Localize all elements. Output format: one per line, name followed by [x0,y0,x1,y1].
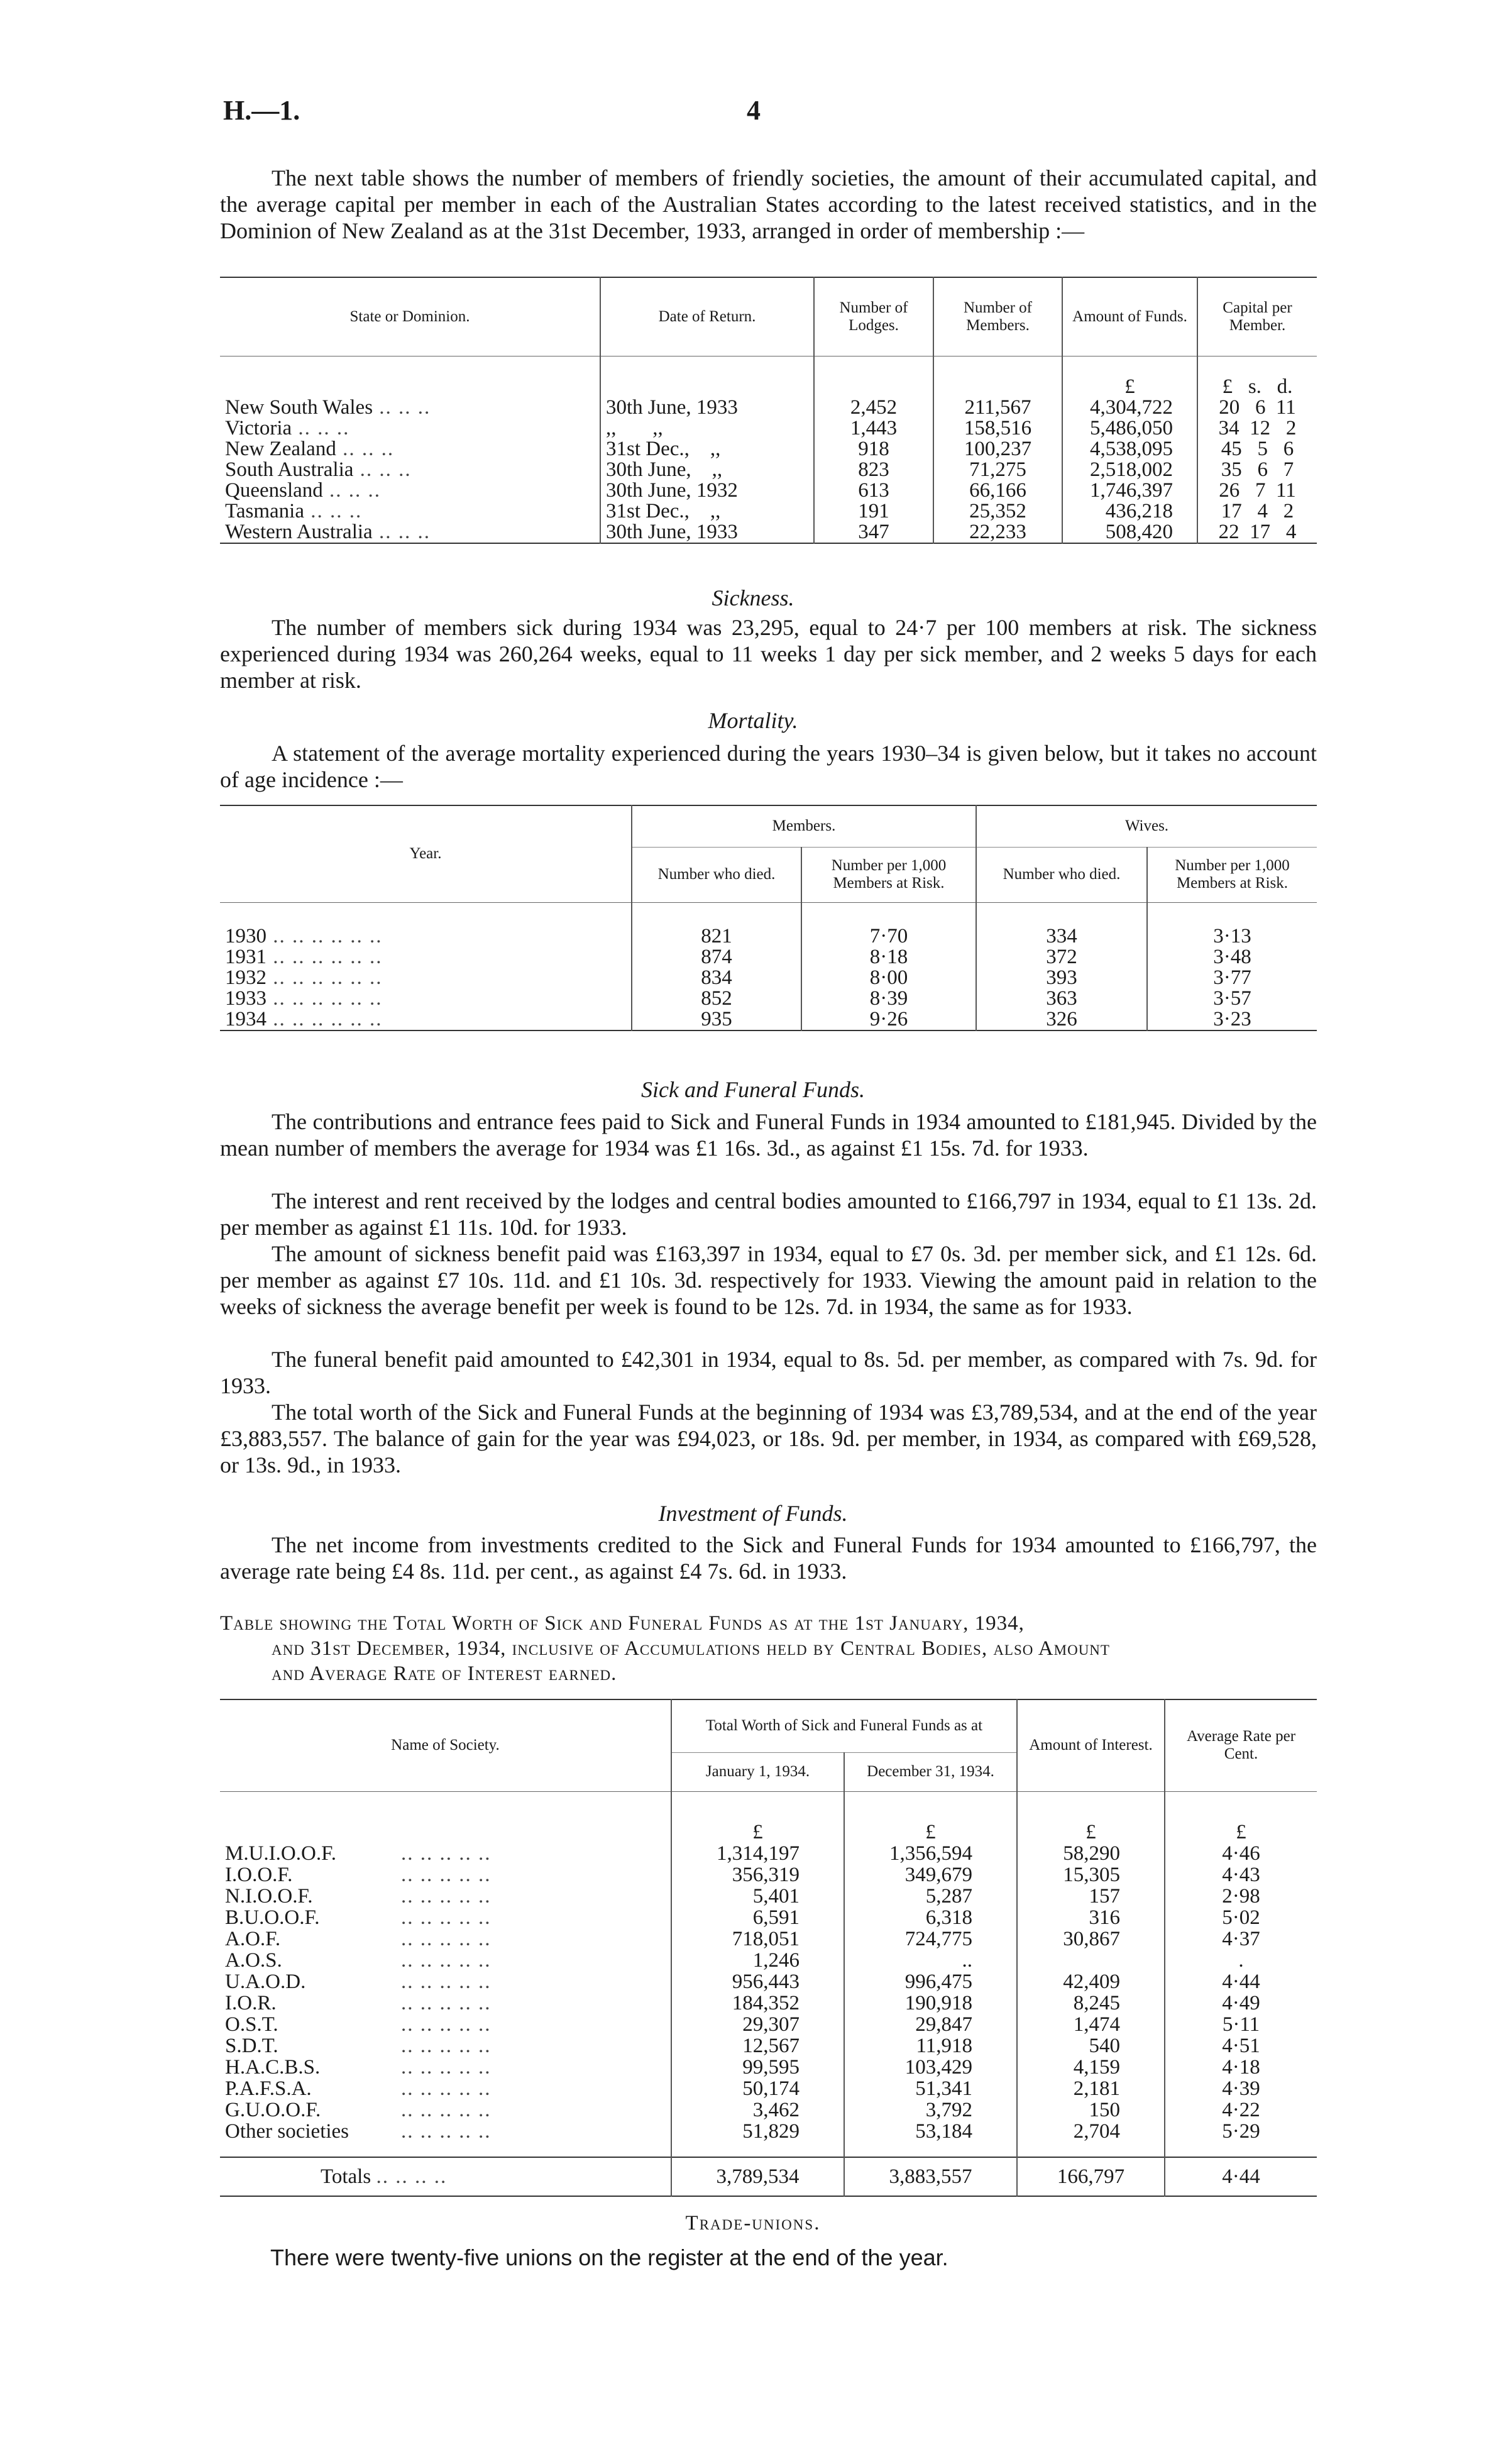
wives-died-cell: 393 [976,968,1147,988]
capital-cell: 34 12 2 [1197,418,1317,439]
wives-died-cell: 372 [976,947,1147,968]
mortality-table-body [220,926,1317,1030]
leader-dots: .. .. .. .. .. [401,1927,492,1950]
state-cell [220,501,600,522]
interest-cell: 316 [1017,1907,1165,1928]
jan-cell: 50,174 [671,2078,844,2099]
wives-died-cell: 363 [976,988,1147,1009]
jan-unit: £ [671,1791,844,1843]
society-name: M.U.I.O.O.F. [225,1842,337,1865]
year-cell [220,1009,632,1030]
funds-cell: 4,538,095 [1062,439,1197,460]
rate-cell: 5·29 [1165,2121,1317,2142]
jan-cell: 956,443 [671,1971,844,1992]
leader-dots: .. .. .. [353,458,412,481]
date-cell: 31st Dec., ,, [600,439,814,460]
members-died-cell: 874 [632,947,801,968]
capital-cell: 22 17 4 [1197,522,1317,543]
leader-dots: .. .. .. .. .. [401,1884,492,1908]
leader-dots: .. .. .. [372,521,431,543]
state-name: South Australia [225,458,354,481]
table-row [220,522,1317,543]
interest-cell: 42,409 [1017,1971,1165,1992]
leader-dots: .. .. .. [304,500,363,522]
funds-unit: £ [1062,356,1197,397]
funds-paragraph-2: The interest and rent received by the lodges and central bodies amounted to £166,797 in 1934, equal to £1 13s. 2d. per member as against £1 11s. 10d. for 1933. [220,1188,1317,1240]
lodges-cell: 613 [814,480,933,501]
caption-line-2: and 31st December, 1934, inclusive of Accumulations held by Central Bodies, also Amount [272,1637,1110,1660]
society-cell [220,1843,671,1864]
lodges-cell: 823 [814,460,933,480]
wives-rate-cell: 3·57 [1147,988,1317,1009]
members-rate-cell: 7·70 [801,926,976,947]
leader-dots: .. .. .. .. .. [401,2077,492,2100]
col-header-date: Date of Return. [600,277,814,356]
jan-cell: 718,051 [671,1928,844,1950]
members-cell: 66,166 [933,480,1062,501]
wives-rate-cell: 3·48 [1147,947,1317,968]
jan-cell: 356,319 [671,1864,844,1886]
table-row [220,1864,1317,1886]
leader-dots: .. .. .. .. .. .. [267,1008,383,1030]
table-row [220,2099,1317,2121]
rate-cell: 4·43 [1165,1864,1317,1886]
funds-cell: 5,486,050 [1062,418,1197,439]
society-name: G.U.O.O.F. [225,2098,321,2121]
members-cell: 100,237 [933,439,1062,460]
interest-cell: 2,181 [1017,2078,1165,2099]
wives-rate-cell: 3·23 [1147,1009,1317,1030]
members-rate-cell: 8·39 [801,988,976,1009]
rate-cell: 4·22 [1165,2099,1317,2121]
leader-dots: .. .. .. .. .. .. [267,966,383,989]
interest-cell: 150 [1017,2099,1165,2121]
lodges-cell: 191 [814,501,933,522]
interest-cell: 30,867 [1017,1928,1165,1950]
funds-cell: 436,218 [1062,501,1197,522]
worth-table-body [220,1843,1317,2142]
interest-cell: 157 [1017,1886,1165,1907]
totals-interest: 166,797 [1017,2157,1165,2196]
funds-cell: 1,746,397 [1062,480,1197,501]
dec-unit: £ [844,1791,1017,1843]
rate-cell: 4·49 [1165,1992,1317,2014]
table-row [220,1928,1317,1950]
table-row [220,926,1317,947]
funds-cell: 4,304,722 [1062,397,1197,418]
states-table [220,277,1317,544]
dec-cell: 11,918 [844,2035,1017,2057]
date-cell: 30th June, 1933 [600,397,814,418]
col-header-lodges: Number of Lodges. [814,277,933,356]
interest-cell: 540 [1017,2035,1165,2057]
leader-dots: .. .. .. [336,438,395,460]
funds-paragraph-4: The funeral benefit paid amounted to £42,301 in 1934, equal to 8s. 5d. per member, as compared with 7s. 9d. for 1933. [220,1347,1317,1398]
mortality-table [220,805,1317,1031]
dec-cell: .. [844,1950,1017,1971]
society-name: I.O.R. [225,1991,277,2014]
year-cell [220,947,632,968]
capital-cell: 45 5 6 [1197,439,1317,460]
society-cell [220,2035,671,2057]
table-row [220,1009,1317,1030]
totals-label-cell: Totals .. .. .. .. [321,2165,448,2188]
society-name: O.S.T. [225,2013,278,2036]
capital-cell: 26 7 11 [1197,480,1317,501]
members-died-cell: 834 [632,968,801,988]
leader-dots: .. .. .. .. .. .. [267,987,383,1010]
state-name: Western Australia [225,521,373,543]
jan-cell: 29,307 [671,2014,844,2035]
dec-cell: 996,475 [844,1971,1017,1992]
jan-cell: 1,314,197 [671,1843,844,1864]
members-cell: 211,567 [933,397,1062,418]
states-table-body [220,397,1317,543]
col-header-interest: Amount of Interest. [1017,1699,1165,1791]
leader-dots: .. .. .. .. .. [401,2034,492,2057]
col-header-funds: Amount of Funds. [1062,277,1197,356]
year-value: 1930 [225,925,267,947]
leader-dots: .. .. .. .. .. [401,1842,492,1865]
rate-cell: 2·98 [1165,1886,1317,1907]
society-cell [220,1950,671,1971]
jan-cell: 1,246 [671,1950,844,1971]
members-cell: 25,352 [933,501,1062,522]
table-row [220,418,1317,439]
col-header-capital: Capital per Member. [1197,277,1317,356]
mortality-paragraph: A statement of the average mortality experienced during the years 1930–34 is given below, but it takes no account of age incidence :— [220,741,1317,792]
col-header-members: Number of Members. [933,277,1062,356]
totals-label: Totals [321,2165,371,2188]
rate-cell: 4·51 [1165,2035,1317,2057]
members-cell: 158,516 [933,418,1062,439]
dec-cell: 103,429 [844,2057,1017,2078]
leader-dots: .. .. .. .. .. [401,2119,492,2143]
dec-cell: 5,287 [844,1886,1017,1907]
lodges-cell: 918 [814,439,933,460]
rate-cell: 4·44 [1165,1971,1317,1992]
society-cell [220,2014,671,2035]
interest-cell: 58,290 [1017,1843,1165,1864]
year-value: 1934 [225,1008,267,1030]
trade-unions-title: Trade-unions. [685,2212,821,2235]
jan-cell: 99,595 [671,2057,844,2078]
state-name: Victoria [225,417,292,439]
funds-cell: 2,518,002 [1062,460,1197,480]
col-header-dec: December 31, 1934. [844,1752,1017,1791]
society-name: U.A.O.D. [225,1970,306,1993]
date-cell: 30th June, 1933 [600,522,814,543]
table-row [220,2121,1317,2142]
col-header-state: State or Dominion. [220,277,600,356]
society-cell [220,1992,671,2014]
sickness-paragraph: The number of members sick during 1934 was 23,295, equal to 24·7 per 100 members at risk. The sickness experienced during 1934 was 260,264 weeks, equal to 11 weeks 1 day per sick member, and 2 weeks 5 days for each member at risk. [220,615,1317,693]
state-cell [220,397,600,418]
wives-died-cell: 326 [976,1009,1147,1030]
year-value: 1933 [225,987,267,1010]
society-cell [220,2057,671,2078]
page-number: 4 [747,95,761,126]
funds-paragraph-1: The contributions and entrance fees paid to Sick and Funeral Funds in 1934 amounted to £181,945. Divided by the mean number of members the average for 1934 was £1 16s. 3d., as against £1 15s. 7d. for 1933. [220,1109,1317,1161]
leader-dots: .. .. .. .. .. [401,1906,492,1929]
capital-cell: 35 6 7 [1197,460,1317,480]
col-header-members-died: Number who died. [632,847,801,902]
funds-paragraph-3: The amount of sickness benefit paid was £163,397 in 1934, equal to £7 0s. 3d. per member sick, and £1 12s. 6d. per member as against £7 10s. 11d. and £1 10s. 3d. respectively for 1933. Viewing the amount paid in relation to the weeks of sickness the average benefit per week is found to be 12s. 7d. in 1934, the same as for 1933. [220,1241,1317,1319]
lodges-cell: 2,452 [814,397,933,418]
totals-rate: 4·44 [1165,2157,1317,2196]
table-row [220,988,1317,1009]
trade-unions-paragraph: There were twenty-five unions on the register at the end of the year. [270,2245,948,2270]
leader-dots: .. .. .. .. .. [401,1991,492,2014]
table-row [220,439,1317,460]
wives-rate-cell: 3·77 [1147,968,1317,988]
jan-cell: 184,352 [671,1992,844,2014]
table-row [220,2078,1317,2099]
society-cell [220,2099,671,2121]
year-cell [220,988,632,1009]
capital-cell: 17 4 2 [1197,501,1317,522]
rate-cell: . [1165,1950,1317,1971]
mortality-title: Mortality. [708,708,798,733]
caption-line-3: and Average Rate of Interest earned. [272,1662,617,1685]
interest-unit: £ [1017,1791,1165,1843]
table-row [220,1886,1317,1907]
dec-cell: 53,184 [844,2121,1017,2142]
worth-table [220,1699,1317,2197]
leader-dots: .. .. .. .. .. [401,2013,492,2036]
wives-rate-cell: 3·13 [1147,926,1317,947]
rate-cell: 4·39 [1165,2078,1317,2099]
document-reference: H.—1. [223,95,300,126]
col-header-wives-rate: Number per 1,000 Members at Risk. [1147,847,1317,902]
rate-cell: 4·18 [1165,2057,1317,2078]
leader-dots: .. .. .. .. .. [401,2098,492,2121]
state-cell [220,418,600,439]
date-cell: ,, ,, [600,418,814,439]
table-row [220,1843,1317,1864]
interest-cell [1017,1950,1165,1971]
table-row [220,1907,1317,1928]
table-row [220,480,1317,501]
dec-cell: 29,847 [844,2014,1017,2035]
members-rate-cell: 8·00 [801,968,976,988]
leader-dots: .. .. .. [292,417,350,439]
members-cell: 71,275 [933,460,1062,480]
totals-row [220,2157,1317,2196]
society-cell [220,2121,671,2142]
society-cell [220,1971,671,1992]
col-header-year: Year. [220,805,632,902]
jan-cell: 5,401 [671,1886,844,1907]
table-row [220,968,1317,988]
year-value: 1931 [225,946,267,968]
wives-died-cell: 334 [976,926,1147,947]
funds-paragraph-5: The total worth of the Sick and Funeral Funds at the beginning of 1934 was £3,789,534, and at the end of the year £3,883,557. The balance of gain for the year was £94,023, or 18s. 9d. per member, in 1934, as compared with £69,528, or 13s. 9d., in 1933. [220,1400,1317,1478]
jan-cell: 51,829 [671,2121,844,2142]
table-row [220,397,1317,418]
society-name: N.I.O.O.F. [225,1884,313,1908]
society-cell [220,1886,671,1907]
col-header-worth-group: Total Worth of Sick and Funeral Funds as at [671,1699,1017,1752]
society-name: A.O.S. [225,1948,282,1972]
date-cell: 30th June, 1932 [600,480,814,501]
table-row [220,2057,1317,2078]
members-died-cell: 852 [632,988,801,1009]
state-cell [220,522,600,543]
members-cell: 22,233 [933,522,1062,543]
funds-title: Sick and Funeral Funds. [641,1077,865,1102]
leader-dots: .. .. .. .. .. .. [267,925,383,947]
state-cell [220,480,600,501]
members-died-cell: 935 [632,1009,801,1030]
dec-cell: 1,356,594 [844,1843,1017,1864]
leader-dots: .. .. .. .. .. [401,1970,492,1993]
members-rate-cell: 9·26 [801,1009,976,1030]
year-cell [220,968,632,988]
worth-table-caption [220,1611,1317,1686]
capital-cell: 20 6 11 [1197,397,1317,418]
sickness-title: Sickness. [712,585,794,610]
leader-dots: .. .. .. .. .. [401,1948,492,1972]
col-header-members-rate: Number per 1,000 Members at Risk. [801,847,976,902]
col-header-rate: Average Rate per Cent. [1165,1699,1317,1791]
dec-cell: 51,341 [844,2078,1017,2099]
jan-cell: 12,567 [671,2035,844,2057]
dec-cell: 3,792 [844,2099,1017,2121]
interest-cell: 2,704 [1017,2121,1165,2142]
lodges-cell: 347 [814,522,933,543]
table-row [220,1950,1317,1971]
year-cell [220,926,632,947]
society-name: A.O.F. [225,1927,281,1950]
capital-unit: £ s. d. [1197,356,1317,397]
society-name: S.D.T. [225,2034,278,2057]
interest-cell: 15,305 [1017,1864,1165,1886]
rate-cell: 4·37 [1165,1928,1317,1950]
caption-line-1: Table showing the Total Worth of Sick and Funeral Funds as at the 1st January, 1934, [220,1612,1025,1635]
investment-paragraph: The net income from investments credited to the Sick and Funeral Funds for 1934 amounted to £166,797, the average rate being £4 8s. 11d. per cent., as against £4 7s. 6d. in 1933. [220,1532,1317,1584]
members-rate-cell: 8·18 [801,947,976,968]
society-cell [220,2078,671,2099]
interest-cell: 4,159 [1017,2057,1165,2078]
rate-cell: 5·11 [1165,2014,1317,2035]
jan-cell: 6,591 [671,1907,844,1928]
table-row [220,947,1317,968]
dec-cell: 724,775 [844,1928,1017,1950]
leader-dots: .. .. .. .. .. [401,2055,492,2079]
col-header-jan: January 1, 1934. [671,1752,844,1791]
society-name: Other societies [225,2119,349,2143]
interest-cell: 8,245 [1017,1992,1165,2014]
investment-title: Investment of Funds. [658,1501,848,1526]
jan-cell: 3,462 [671,2099,844,2121]
members-died-cell: 821 [632,926,801,947]
table-row [220,2014,1317,2035]
col-header-wives-died: Number who died. [976,847,1147,902]
leader-dots: .. .. .. [322,479,382,502]
lodges-cell: 1,443 [814,418,933,439]
state-cell [220,439,600,460]
society-name: H.A.C.B.S. [225,2055,321,2079]
dec-cell: 6,318 [844,1907,1017,1928]
table-row [220,2035,1317,2057]
col-header-society: Name of Society. [220,1699,671,1791]
totals-dec: 3,883,557 [844,2157,1017,2196]
col-header-wives-group: Wives. [976,805,1317,847]
date-cell: 30th June, ,, [600,460,814,480]
society-cell [220,1907,671,1928]
table-row [220,1992,1317,2014]
dec-cell: 349,679 [844,1864,1017,1886]
intro-paragraph: The next table shows the number of members of friendly societies, the amount of their accumulated capital, and the average capital per member in each of the Australian States according to the latest received statistics, and in the Dominion of New Zealand as at the 31st December, 1933, arranged in order of membership :— [220,165,1317,243]
dec-cell: 190,918 [844,1992,1017,2014]
totals-jan: 3,789,534 [671,2157,844,2196]
table-row [220,1971,1317,1992]
state-name: New Zealand [225,438,336,460]
date-cell: 31st Dec., ,, [600,501,814,522]
state-name: New South Wales [225,396,373,419]
society-cell [220,1864,671,1886]
leader-dots: .. .. .. .. .. [401,1863,492,1886]
rate-unit: £ [1165,1791,1317,1843]
funds-cell: 508,420 [1062,522,1197,543]
col-header-members-group: Members. [632,805,976,847]
society-name: B.U.O.O.F. [225,1906,320,1929]
interest-cell: 1,474 [1017,2014,1165,2035]
rate-cell: 4·46 [1165,1843,1317,1864]
society-name: I.O.O.F. [225,1863,293,1886]
state-cell [220,460,600,480]
table-row [220,460,1317,480]
state-name: Tasmania [225,500,304,522]
state-name: Queensland [225,479,323,502]
society-name: P.A.F.S.A. [225,2077,312,2100]
society-cell [220,1928,671,1950]
rate-cell: 5·02 [1165,1907,1317,1928]
table-row [220,501,1317,522]
leader-dots: .. .. .. [373,396,431,419]
year-value: 1932 [225,966,267,989]
leader-dots: .. .. .. .. .. .. [267,946,383,968]
